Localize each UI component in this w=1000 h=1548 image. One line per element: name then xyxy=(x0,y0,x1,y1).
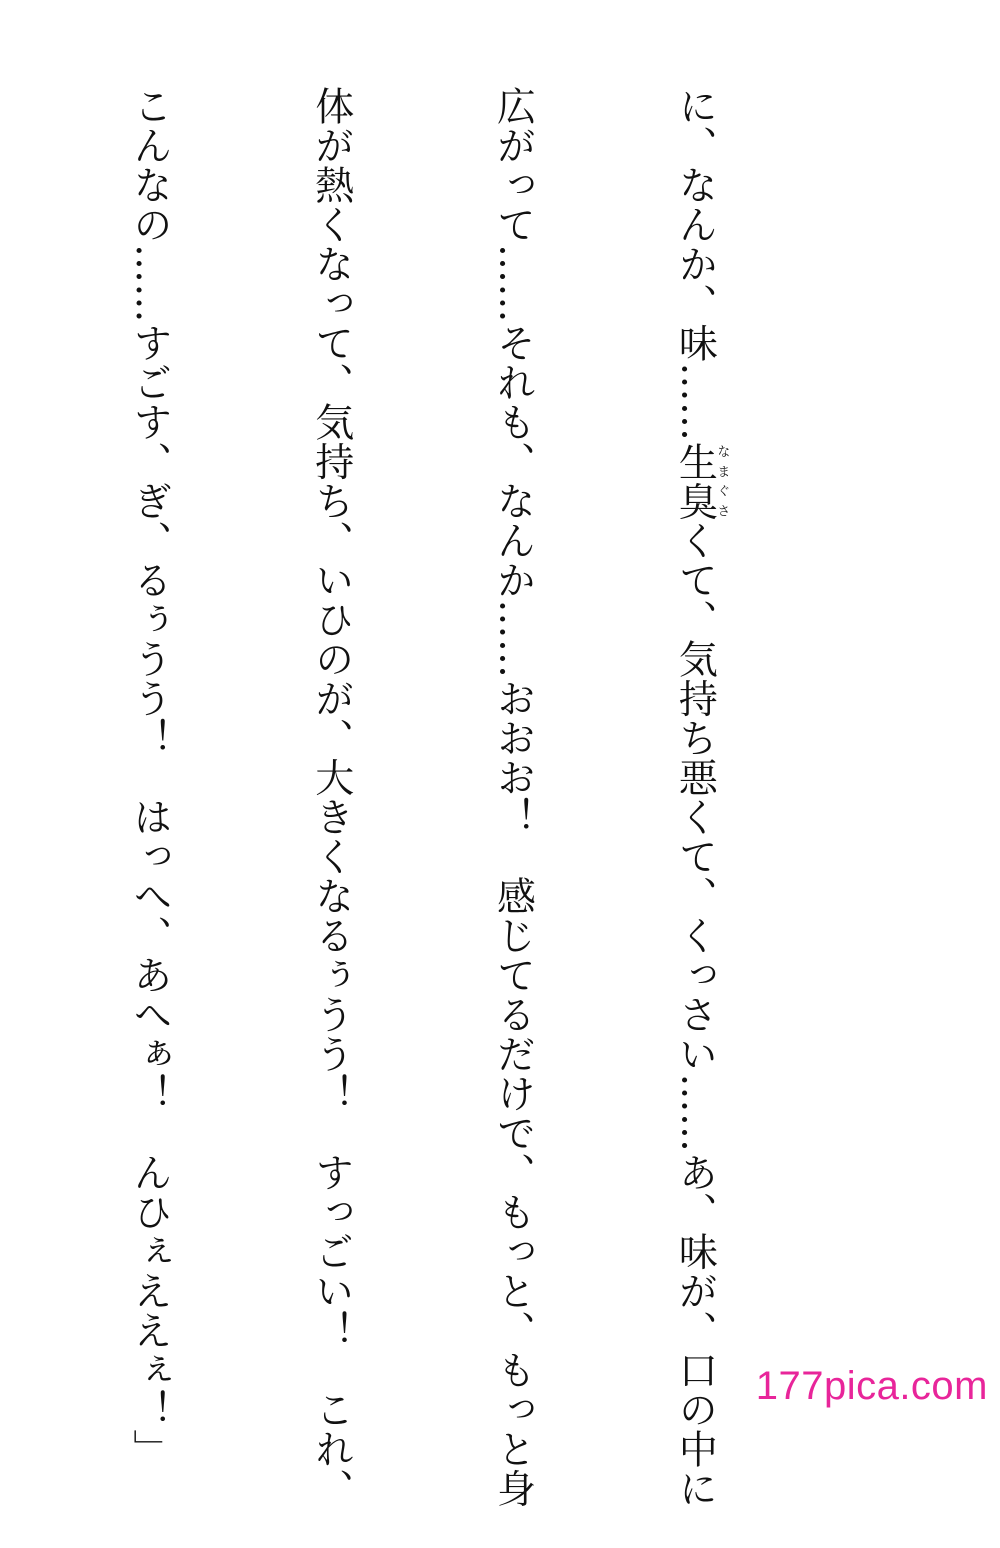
text-line: こんなの……すごす、ぎ、るぅうう！ はっへ、あへぁ！ んひぇええぇ！」 xyxy=(126,86,172,1469)
text-line: 体が熱くなって、気持ち、いひのが、大きくなるぅうう！ すっごい！ これ、 xyxy=(308,86,354,1508)
ruby-annotation: 生臭なまぐさ xyxy=(672,441,730,521)
ruby-reading: なまぐさ xyxy=(714,441,730,521)
text-line: 広がって……それも、なんか……おおお！ 感じてるだけで、もっと、もっと身 xyxy=(490,86,536,1508)
text-line: に、なんか、味……生臭なまぐさくて、気持ち悪くて、くっさい……あ、味が、口の中に xyxy=(672,86,730,1508)
vertical-text-block xyxy=(0,86,850,1508)
watermark-text: 177pica.com xyxy=(755,1364,988,1408)
